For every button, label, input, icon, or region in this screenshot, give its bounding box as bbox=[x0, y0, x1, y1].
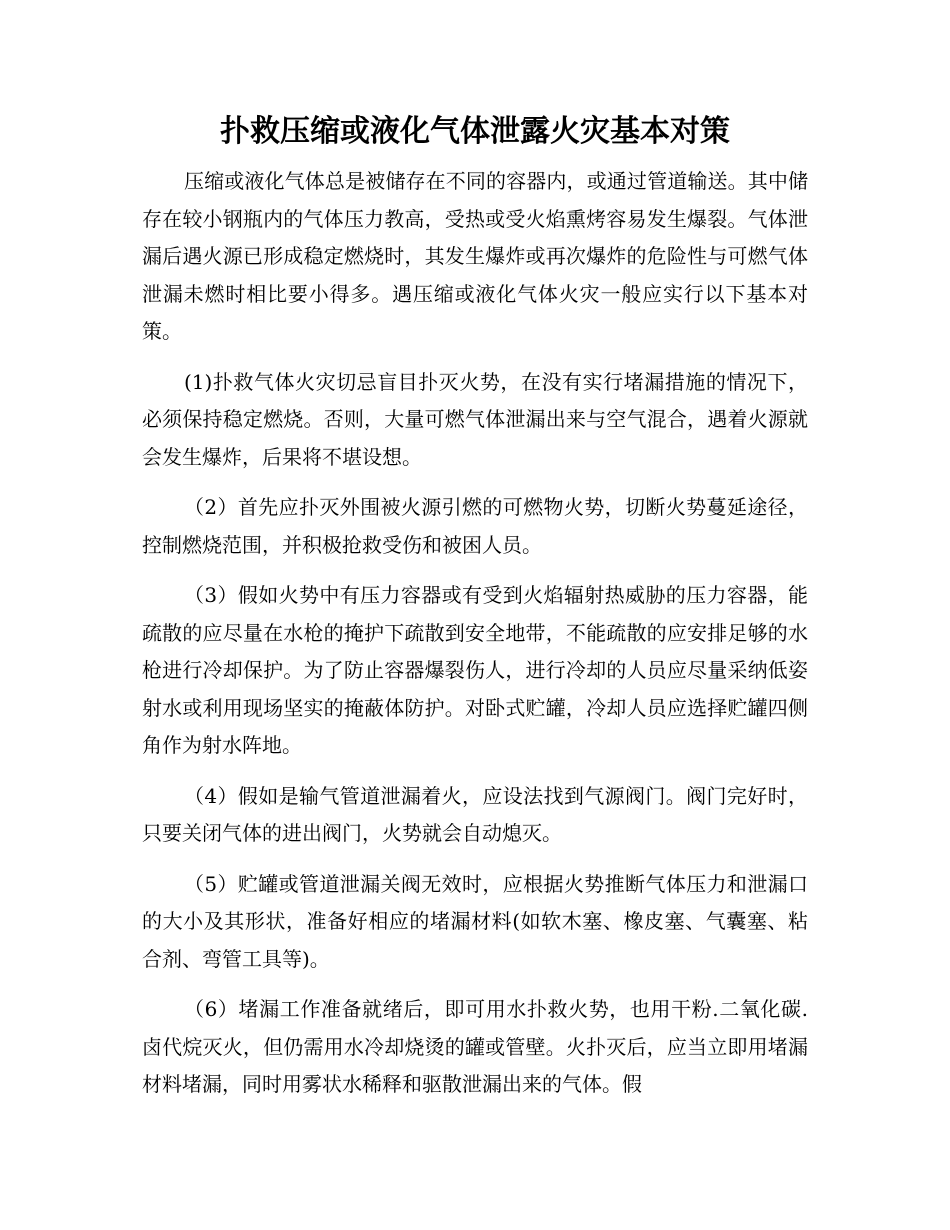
paragraph-item-6: （6）堵漏工作准备就绪后，即可用水扑救火势，也用干粉.二氧化碳.卤代烷灭火，但仍需用水冷却烧烫的罐或管壁。火扑灭后，应当立即用堵漏材料堵漏，同时用雾状水稀释和驱散泄漏出来的气体。假 bbox=[142, 997, 808, 1096]
paragraph-item-3: （3）假如火势中有压力容器或有受到火焰辐射热威胁的压力容器，能疏散的应尽量在水枪的掩护下疏散到安全地带，不能疏散的应安排足够的水枪进行冷却保护。为了防止容器爆裂伤人，进行冷却的人员应尽量采纳低姿射水或利用现场坚实的掩蔽体防护。对卧式贮罐，冷却人员应选择贮罐四侧角作为射水阵地。 bbox=[142, 583, 808, 757]
paragraph-item-1: (1)扑救气体火灾切忌盲目扑灭火势，在没有实行堵漏措施的情况下，必须保持稳定燃烧。否则，大量可燃气体泄漏出来与空气混合，遇着火源就会发生爆炸，后果将不堪设想。 bbox=[142, 369, 808, 469]
paragraph-intro: 压缩或液化气体总是被储存在不同的容器内，或通过管道输送。其中储存在较小钢瓶内的气体压力教高，受热或受火焰熏烤容易发生爆裂。气体泄漏后遇火源已形成稳定燃烧时，其发生爆炸或再次爆炸的危险性与可燃气体泄漏未燃时相比要小得多。遇压缩或液化气体火灾一般应实行以下基本对策。 bbox=[142, 169, 808, 343]
paragraph-item-5: （5）贮罐或管道泄漏关阀无效时，应根据火势推断气体压力和泄漏口的大小及其形状，准备好相应的堵漏材料(如软木塞、橡皮塞、气囊塞、粘合剂、弯管工具等)。 bbox=[142, 871, 808, 971]
document-title: 扑救压缩或液化气体泄露火灾基本对策 bbox=[220, 114, 730, 149]
paragraph-item-2: （2）首先应扑灭外围被火源引燃的可燃物火势，切断火势蔓延途径，控制燃烧范围，并积极抢救受伤和被困人员。 bbox=[142, 495, 808, 557]
paragraph-item-4: （4）假如是输气管道泄漏着火，应设法找到气源阀门。阀门完好时，只要关闭气体的进出阀门，火势就会自动熄灭。 bbox=[142, 783, 808, 845]
document-body bbox=[142, 163, 808, 1117]
